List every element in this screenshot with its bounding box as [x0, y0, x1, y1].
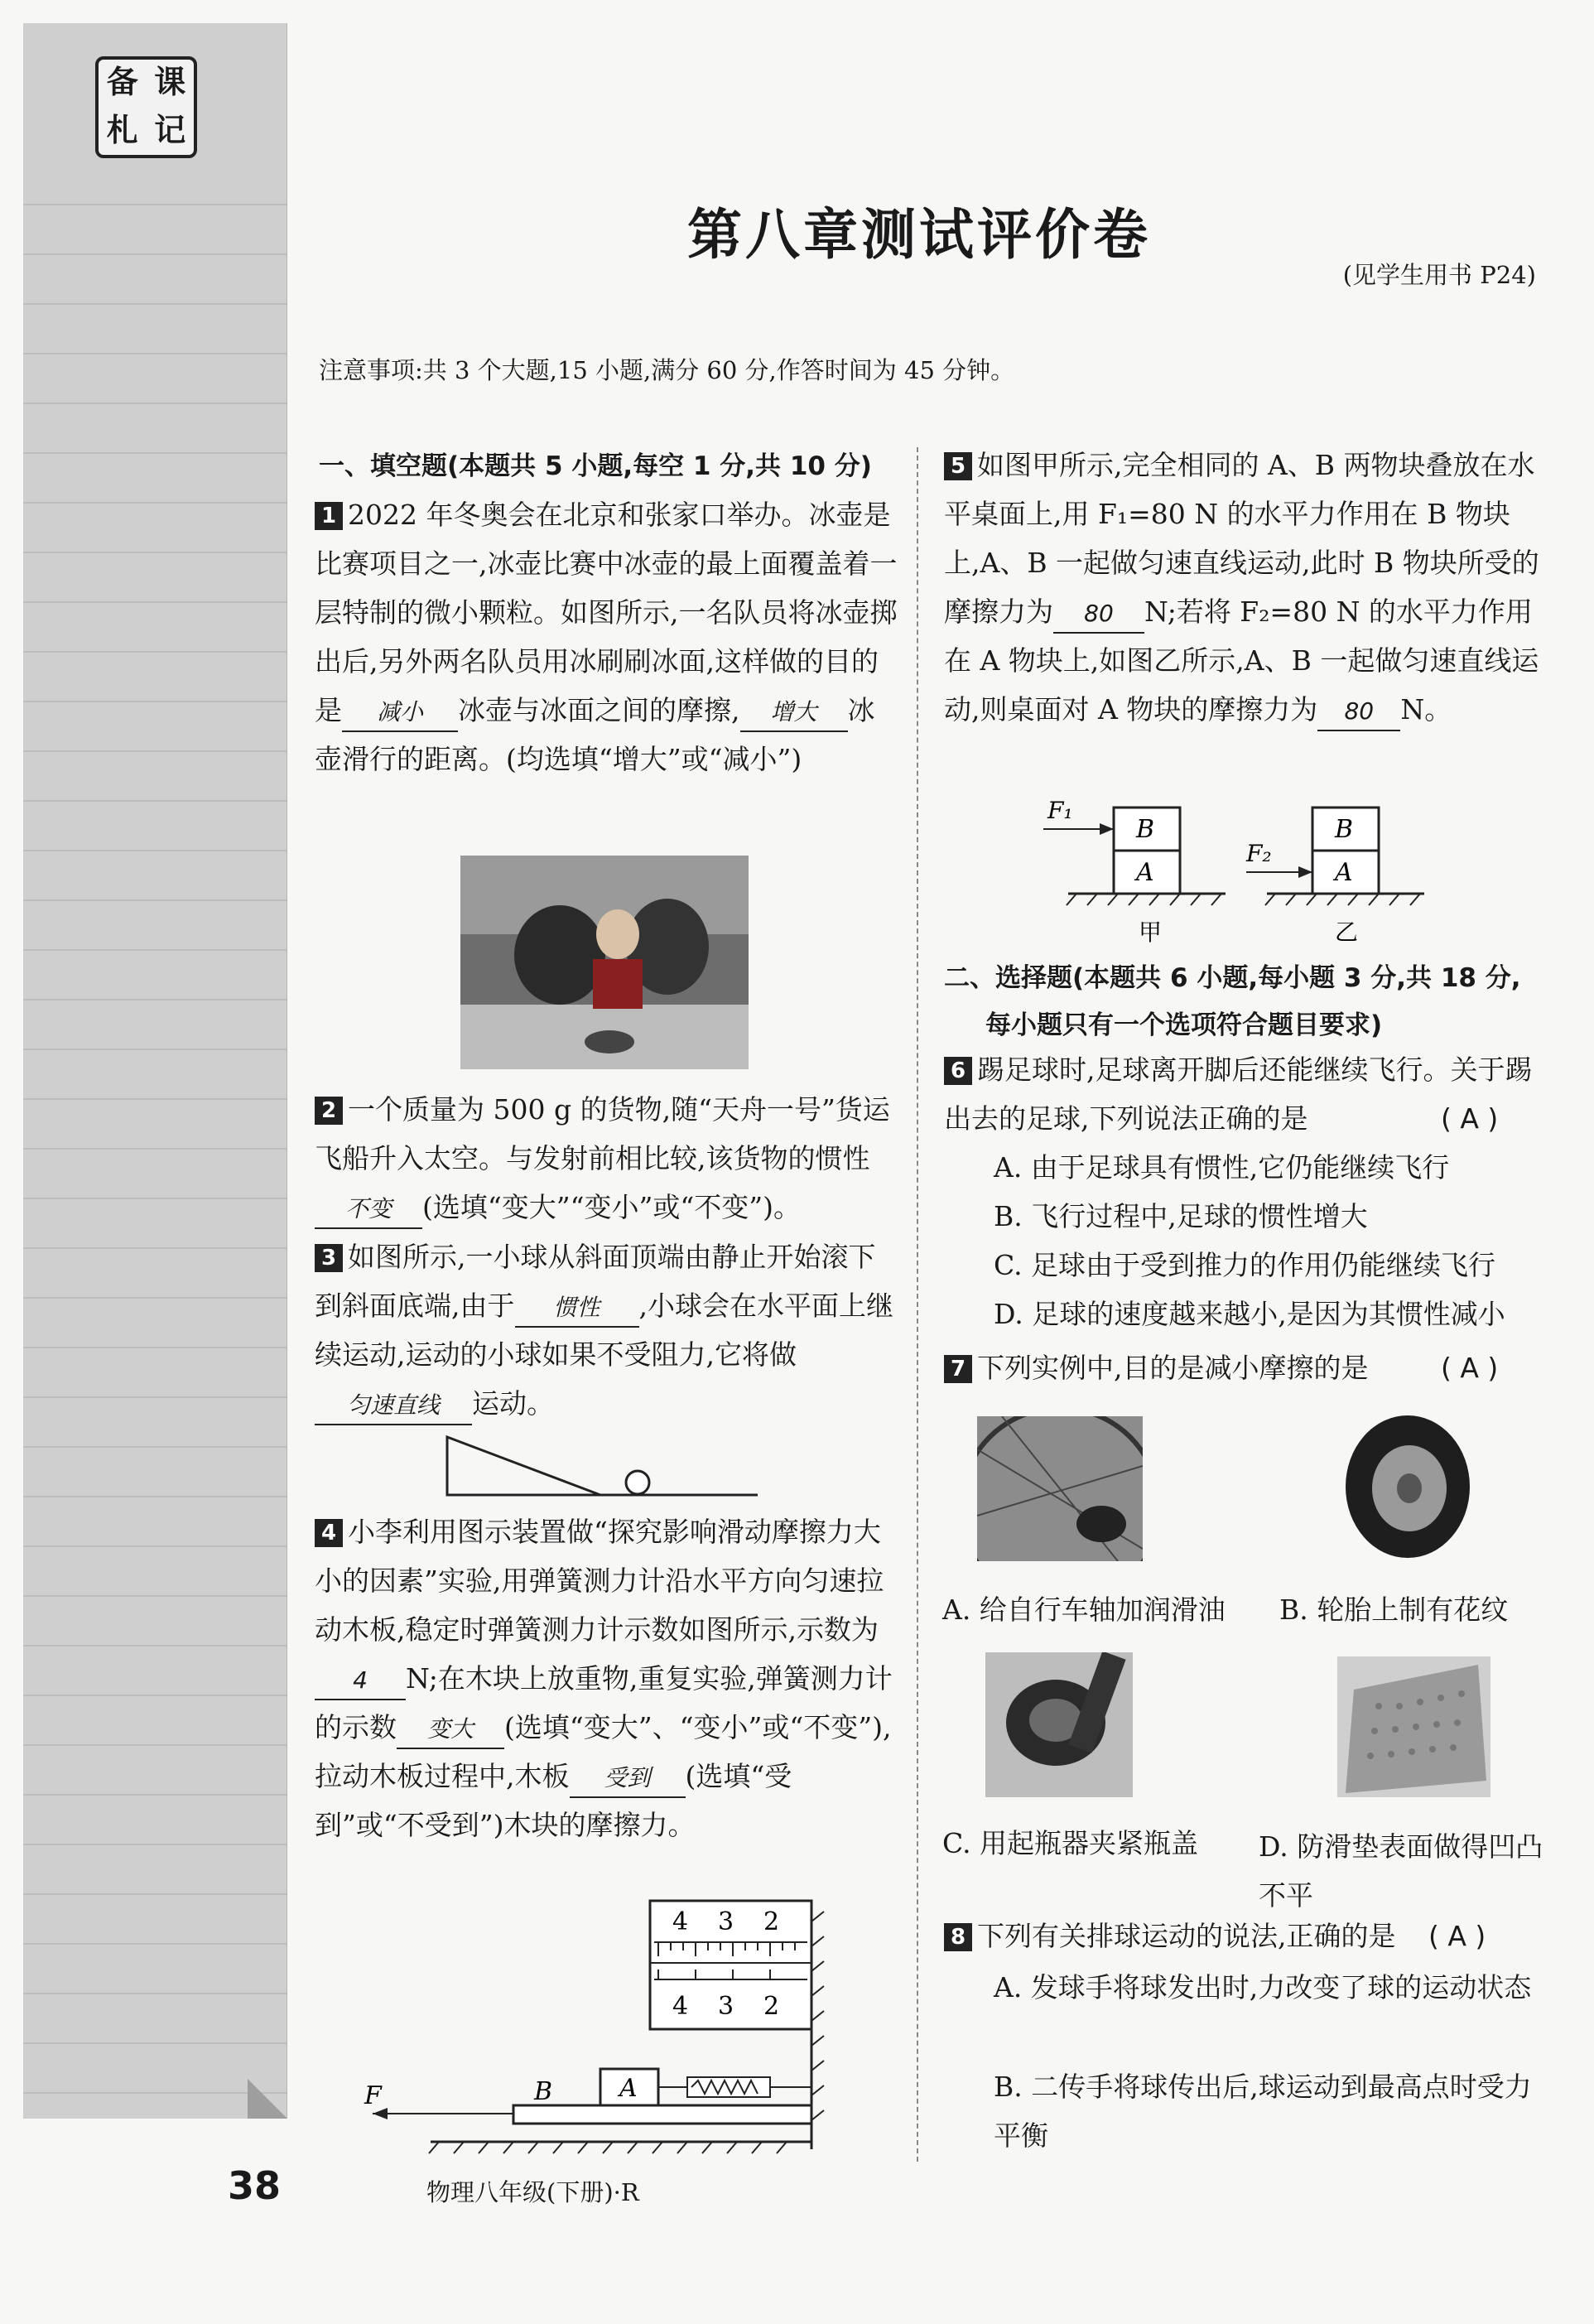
question-text: N。	[1400, 693, 1452, 726]
question-text: 2022 年冬奥会在北京和张家口举办。冰壶是比赛项目之一,冰壶比赛中冰壶的最上面覆盖着一层特制的微小颗粒。如图所示,一名队员将冰壶掷出后,另外两名队员用冰刷刷冰面,这样做的目的是	[315, 499, 898, 726]
book-reference: (见学生用书 P24)	[1342, 261, 1536, 289]
scale-tick-label: 2	[763, 1907, 780, 1936]
section-choice-subheading: 每小题只有一个选项符合题目要求)	[985, 1010, 1383, 1040]
exam-notice: 注意事项:共 3 个大题,15 小题,满分 60 分,作答时间为 45 分钟。	[319, 356, 1015, 384]
question-4	[315, 1507, 898, 1849]
block-b-label: B	[1136, 815, 1155, 844]
question-text: (选填“受到”或“不受到”)木块的摩擦力。	[315, 1760, 792, 1841]
incline-ball-figure	[435, 1429, 766, 1503]
answer-blank: 4	[315, 1662, 406, 1700]
curling-photo	[460, 856, 749, 1069]
force-f1-label: F₁	[1047, 797, 1073, 824]
scale-tick-label: 2	[763, 1992, 780, 2021]
option-b: B. 飞行过程中,足球的惯性增大	[994, 1200, 1368, 1232]
question-text: 小李利用图示装置做“探究影响滑动摩擦力大小的因素”实验,用弹簧测力计沿水平方向匀速拉动木板,稳定时弹簧测力计示数如图所示,示数为	[315, 1516, 884, 1646]
scale-tick-label: 4	[672, 1907, 689, 1936]
page-title: 第八章测试评价卷	[687, 203, 1151, 267]
question-text: 冰壶滑行的距离。(均选填“增大”或“减小”)	[315, 694, 875, 775]
option-b: B. 二传手将球传出后,球运动到最高点时受力平衡	[994, 2071, 1532, 2152]
answer-blank: 增大	[740, 694, 848, 732]
question-text: 踢足球时,足球离开脚后还能继续飞行。关于踢出去的足球,下列说法正确的是	[944, 1054, 1533, 1135]
question-text: ,小球会在水平面上继续运动,运动的小球如果不受阻力,它将做	[315, 1290, 893, 1371]
question-text: 冰壶与冰面之间的摩擦,	[458, 694, 740, 726]
sidebar-ruled-lines	[23, 156, 287, 2119]
option-a: A. 发球手将球发出时,力改变了球的运动状态	[994, 1971, 1532, 2003]
question-number: 1	[315, 502, 343, 530]
logo-char: 记	[154, 111, 186, 148]
scale-tick-label: 3	[718, 1907, 734, 1936]
question-7	[944, 1343, 1369, 1392]
option-a: A. 给自行车轴加润滑油	[942, 1594, 1226, 1626]
option-b: B. 轮胎上制有花纹	[1279, 1594, 1509, 1626]
question-text: 如图所示,一小球从斜面顶端由静止开始滚下到斜面底端,由于	[315, 1241, 876, 1322]
question-number: 4	[315, 1519, 343, 1547]
answer-blank: 匀速直线	[315, 1387, 472, 1425]
option-d: D. 防滑垫表面做得凹凸不平	[1259, 1830, 1543, 1912]
answer-blank: 减小	[342, 694, 458, 732]
notes-logo	[95, 56, 197, 158]
question-text: 一个质量为 500 g 的货物,随“天舟一号”货运飞船升入太空。与发射前相比较,该货物的惯性	[315, 1093, 890, 1174]
board-b-label: B	[534, 2077, 553, 2106]
spring-scale-figure	[356, 1897, 836, 2170]
option-c: C. 足球由于受到推力的作用仍能继续飞行	[994, 1249, 1496, 1281]
question-8	[944, 1912, 1396, 1960]
bottle-opener-photo	[985, 1652, 1133, 1797]
bicycle-oil-photo	[977, 1416, 1143, 1561]
question-2	[315, 1085, 898, 1232]
scale-tick-label: 4	[672, 1992, 689, 2021]
tire-photo	[1333, 1412, 1482, 1561]
answer-blank: 80	[1053, 595, 1144, 634]
question-number: 3	[315, 1244, 343, 1272]
logo-char: 课	[154, 64, 186, 100]
column-divider	[917, 447, 918, 2162]
option-d: D. 足球的速度越来越小,是因为其惯性减小	[994, 1298, 1505, 1330]
answer-choice: ( A )	[1441, 1102, 1499, 1135]
section-fill-blank-heading: 一、填空题(本题共 5 小题,每空 1 分,共 10 分)	[319, 451, 872, 481]
logo-char: 备	[106, 64, 138, 100]
answer-blank: 惯性	[515, 1290, 639, 1328]
block-b-label: B	[1335, 815, 1354, 844]
figure-yi-label: 乙	[1335, 919, 1359, 946]
option-c: C. 用起瓶器夹紧瓶盖	[942, 1827, 1199, 1859]
option-a: A. 由于足球具有惯性,它仍能继续飞行	[994, 1151, 1450, 1184]
question-1	[315, 490, 898, 784]
anti-slip-mat-photo	[1337, 1656, 1490, 1797]
answer-choice: ( A )	[1441, 1352, 1499, 1384]
question-3	[315, 1232, 898, 1428]
question-text: 下列实例中,目的是减小摩擦的是	[977, 1352, 1369, 1384]
page-number: 38	[228, 2163, 282, 2208]
answer-blank: 80	[1317, 693, 1400, 731]
page-fold-corner	[248, 2079, 287, 2119]
question-5	[944, 441, 1540, 734]
question-number: 5	[944, 452, 972, 480]
block-a-label: A	[1136, 858, 1154, 887]
question-text: 如图甲所示,完全相同的 A、B 两物块叠放在水平桌面上,用 F₁=80 N 的水平力作用在 B 物块上,A、B 一起做匀速直线运动,此时 B 物块所受的摩擦力为	[944, 449, 1539, 628]
force-f-label: F	[364, 2081, 382, 2110]
figure-jia-label: 甲	[1139, 919, 1163, 946]
question-number: 7	[944, 1355, 972, 1383]
question-text: 下列有关排球运动的说法,正确的是	[977, 1920, 1396, 1952]
block-a-label: A	[619, 2074, 638, 2103]
force-f2-label: F₂	[1246, 840, 1272, 867]
logo-char: 札	[106, 111, 138, 148]
stacked-blocks-figure	[1035, 791, 1449, 957]
notes-sidebar	[23, 23, 287, 2119]
section-choice-heading: 二、选择题(本题共 6 小题,每小题 3 分,共 18 分,	[944, 963, 1521, 993]
answer-blank: 受到	[570, 1760, 686, 1798]
answer-choice: ( A )	[1428, 1920, 1486, 1952]
answer-blank: 不变	[315, 1191, 422, 1229]
scale-tick-label: 3	[718, 1992, 734, 2021]
book-footer: 物理八年级(下册)·R	[426, 2178, 639, 2206]
question-text: 运动。	[472, 1387, 554, 1420]
answer-blank: 变大	[397, 1711, 504, 1749]
block-a-label: A	[1335, 858, 1353, 887]
question-text: N;在木块上放重物,重复实验,弹簧测力计的示数	[315, 1662, 893, 1743]
question-number: 6	[944, 1057, 972, 1085]
question-number: 8	[944, 1923, 972, 1951]
question-number: 2	[315, 1097, 343, 1125]
question-text: (选填“变大”、“变小”或“不变”),拉动木板过程中,木板	[315, 1711, 892, 1792]
question-text: (选填“变大”“变小”或“不变”)。	[422, 1191, 801, 1223]
question-text: N;若将 F₂=80 N 的水平力作用在 A 物块上,如图乙所示,A、B 一起做匀速直线运动,则桌面对 A 物块的摩擦力为	[944, 595, 1539, 726]
